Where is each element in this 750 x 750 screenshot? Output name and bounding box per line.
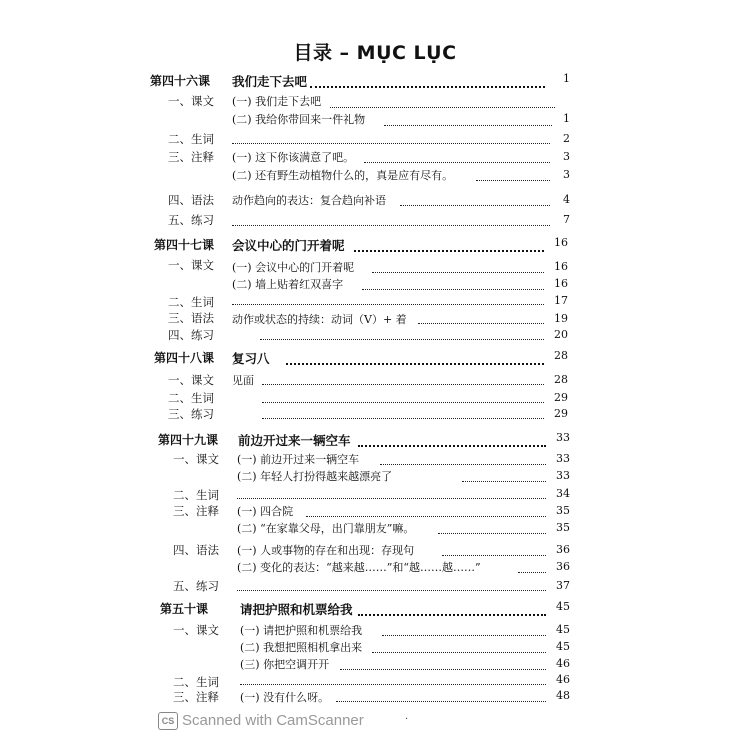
toc-item[interactable]: (一) 会议中心的门开着呢 xyxy=(232,261,355,274)
watermark-text: Scanned with CamScanner xyxy=(182,712,364,729)
camscanner-icon: CS xyxy=(158,712,178,730)
page-number: 2 xyxy=(563,132,570,145)
dot-leader xyxy=(240,684,546,685)
toc-item[interactable]: 动作或状态的持续：动词（V）+ 着 xyxy=(232,313,407,326)
page-number: 28 xyxy=(554,349,568,362)
dot-leader xyxy=(418,323,544,324)
page-number: 1 xyxy=(563,112,570,125)
section-label: 一、课文 xyxy=(168,94,214,108)
lesson-number: 第五十课 xyxy=(160,602,209,616)
page-number: 4 xyxy=(563,193,570,206)
section-label: 二、生词 xyxy=(173,675,219,689)
dot-leader xyxy=(232,304,544,305)
page-number: 46 xyxy=(556,657,570,670)
toc-item[interactable]: (三) 你把空调开开 xyxy=(240,658,330,671)
page-number: 46 xyxy=(556,673,570,686)
dot-leader xyxy=(380,464,546,465)
page-number: 45 xyxy=(556,600,570,613)
page-number: 28 xyxy=(554,373,568,386)
section-label: 一、课文 xyxy=(168,373,214,387)
page-title: 目录 – MỤC LỤC xyxy=(293,42,457,64)
page-number: 29 xyxy=(554,391,568,404)
toc-item[interactable]: (二) 年轻人打扮得越来越漂亮了 xyxy=(237,470,393,483)
page-number: 35 xyxy=(556,521,570,534)
page-number: 3 xyxy=(563,168,570,181)
page-number: 36 xyxy=(556,543,570,556)
dot-leader xyxy=(358,445,546,447)
dot-leader xyxy=(372,272,544,273)
dot-leader xyxy=(237,498,546,499)
dot-leader xyxy=(400,205,550,206)
scan-speck: · xyxy=(405,714,409,725)
dot-leader xyxy=(310,86,545,88)
dot-leader xyxy=(336,701,546,702)
page-number: 48 xyxy=(556,689,570,702)
scanner-watermark xyxy=(158,712,364,730)
section-label: 三、注释 xyxy=(168,150,214,164)
page-number: 33 xyxy=(556,469,570,482)
lesson-title: 我们走下去吧 xyxy=(232,74,308,89)
dot-leader xyxy=(462,481,546,482)
dot-leader xyxy=(260,339,544,340)
toc-lesson[interactable] xyxy=(0,72,750,90)
toc-item[interactable]: (一) 前边开过来一辆空车 xyxy=(237,453,360,466)
dot-leader xyxy=(438,533,546,534)
page-number: 45 xyxy=(556,640,570,653)
toc-item[interactable]: (一) 请把护照和机票给我 xyxy=(240,624,363,637)
lesson-title: 复习八 xyxy=(232,351,270,366)
toc-lesson[interactable] xyxy=(0,431,750,449)
lesson-title: 会议中心的门开着呢 xyxy=(232,238,345,253)
lesson-number: 第四十八课 xyxy=(154,351,215,365)
dot-leader xyxy=(262,402,544,403)
section-label: 三、注释 xyxy=(173,690,219,704)
dot-leader xyxy=(237,590,546,591)
section-label: 二、生词 xyxy=(168,132,214,146)
dot-leader xyxy=(372,652,546,653)
section-label: 二、生词 xyxy=(168,391,214,405)
dot-leader xyxy=(364,162,550,163)
dot-leader xyxy=(518,572,546,573)
lesson-number: 第四十七课 xyxy=(154,238,215,252)
page-number: 20 xyxy=(554,328,568,341)
page-number: 34 xyxy=(556,487,570,500)
page-number: 35 xyxy=(556,504,570,517)
toc-item[interactable]: (二) 墙上贴着红双喜字 xyxy=(232,278,344,291)
toc-item[interactable]: (一) 我们走下去吧 xyxy=(232,95,322,108)
lesson-title: 前边开过来一辆空车 xyxy=(238,433,351,448)
section-label: 五、练习 xyxy=(173,579,219,593)
dot-leader xyxy=(330,107,555,108)
dot-leader xyxy=(262,384,544,385)
dot-leader xyxy=(306,516,546,517)
toc-item[interactable]: (二) 我想把照相机拿出来 xyxy=(240,641,363,654)
page-number: 19 xyxy=(554,312,568,325)
dot-leader xyxy=(354,250,544,252)
lesson-number: 第四十六课 xyxy=(150,74,211,88)
page-number: 33 xyxy=(556,452,570,465)
section-label: 一、课文 xyxy=(173,452,219,466)
toc-item[interactable]: 动作趋向的表达：复合趋向补语 xyxy=(232,194,386,207)
toc-item[interactable]: (二) 我给你带回来一件礼物 xyxy=(232,113,366,126)
page-number: 33 xyxy=(556,431,570,444)
toc-item[interactable]: (一) 这下你该满意了吧。 xyxy=(232,151,355,164)
toc-item[interactable]: (一) 人或事物的存在和出现：存现句 xyxy=(237,544,415,557)
section-label: 四、练习 xyxy=(168,328,214,342)
page-number: 17 xyxy=(554,294,568,307)
page-number: 45 xyxy=(556,623,570,636)
section-label: 四、语法 xyxy=(173,543,219,557)
dot-leader xyxy=(384,125,552,126)
lesson-number: 第四十九课 xyxy=(158,433,219,447)
toc-lesson[interactable] xyxy=(0,349,750,367)
toc-item[interactable]: 见面 xyxy=(232,374,254,387)
section-label: 三、练习 xyxy=(168,407,214,421)
toc-item[interactable]: (二) 还有野生动植物什么的，真是应有尽有。 xyxy=(232,169,454,182)
dot-leader xyxy=(442,555,546,556)
section-label: 一、课文 xyxy=(168,258,214,272)
toc-item[interactable]: (一) 没有什么呀。 xyxy=(240,691,330,704)
page-number: 3 xyxy=(563,150,570,163)
dot-leader xyxy=(340,669,546,670)
page-number: 16 xyxy=(554,260,568,273)
page-number: 37 xyxy=(556,579,570,592)
section-label: 二、生词 xyxy=(173,488,219,502)
section-label: 一、课文 xyxy=(173,623,219,637)
toc-item[interactable]: (二) 变化的表达：“越来越……”和“越……越……” xyxy=(237,561,481,574)
section-label: 三、注释 xyxy=(173,504,219,518)
toc-lesson[interactable] xyxy=(0,236,750,254)
section-label: 五、练习 xyxy=(168,213,214,227)
toc-item[interactable]: (二) “在家靠父母，出门靠朋友”嘛。 xyxy=(237,522,415,535)
page-number: 29 xyxy=(554,407,568,420)
page-number: 16 xyxy=(554,277,568,290)
dot-leader xyxy=(382,635,546,636)
page-number: 36 xyxy=(556,560,570,573)
dot-leader xyxy=(232,225,550,226)
toc-item[interactable]: (一) 四合院 xyxy=(237,505,294,518)
dot-leader xyxy=(286,363,544,365)
dot-leader xyxy=(232,143,550,144)
dot-leader xyxy=(262,418,544,419)
section-label: 三、语法 xyxy=(168,311,214,325)
page-number: 1 xyxy=(563,72,570,85)
dot-leader xyxy=(362,289,544,290)
dot-leader xyxy=(476,180,550,181)
section-label: 四、语法 xyxy=(168,193,214,207)
page-number: 7 xyxy=(563,213,570,226)
section-label: 二、生词 xyxy=(168,295,214,309)
toc-lesson[interactable] xyxy=(0,600,750,618)
dot-leader xyxy=(358,614,546,616)
page-number: 16 xyxy=(554,236,568,249)
lesson-title: 请把护照和机票给我 xyxy=(240,602,353,617)
